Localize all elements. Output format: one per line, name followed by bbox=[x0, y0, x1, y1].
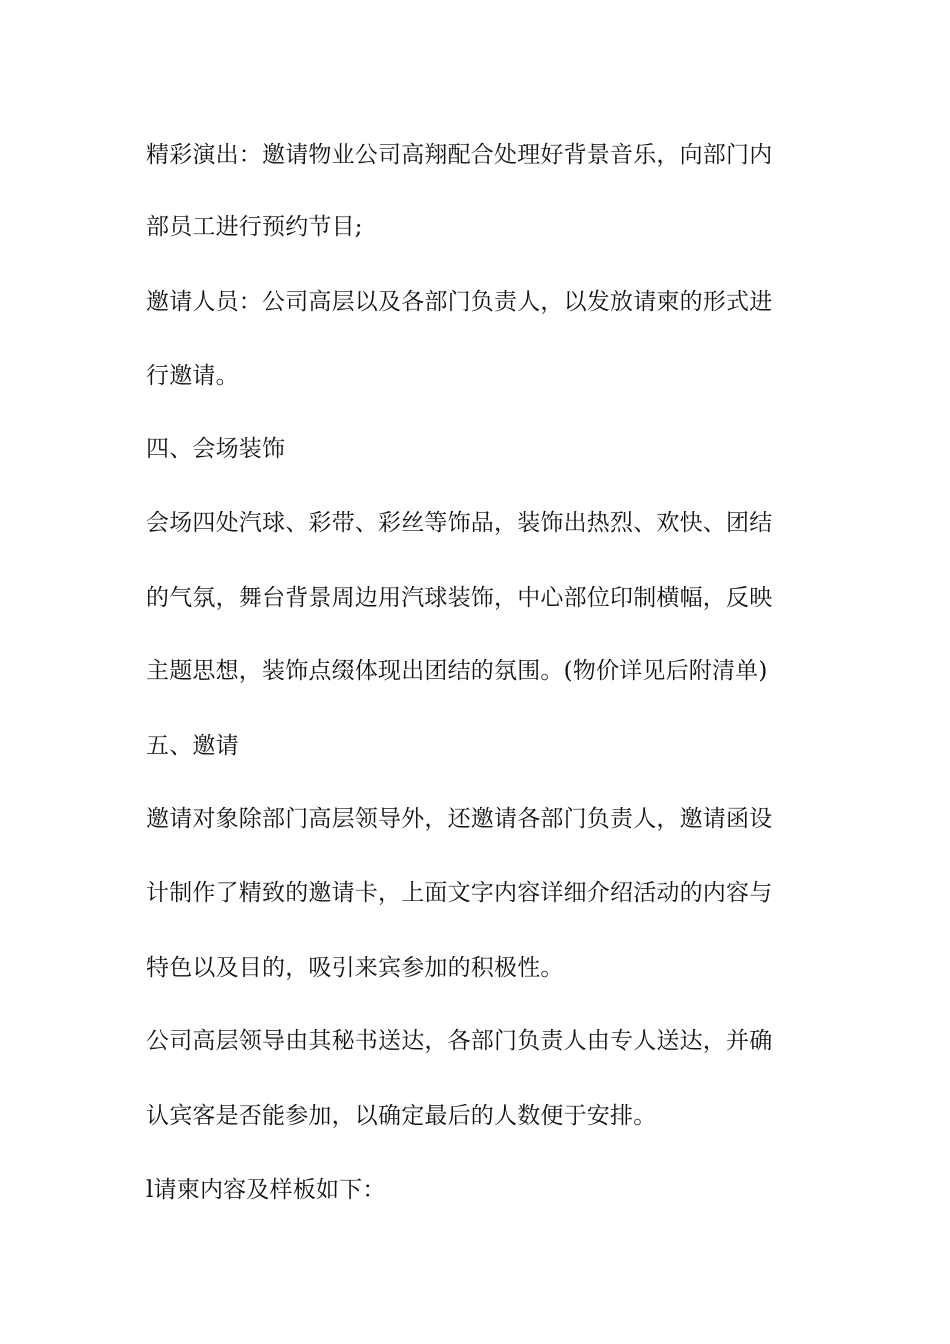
paragraph-decoration-line-1: 会场四处汽球、彩带、彩丝等饰品，装饰出热烈、欢快、团结 bbox=[146, 510, 773, 536]
paragraph-invitation-line-1: 邀请对象除部门高层领导外，还邀请各部门负责人，邀请函设 bbox=[146, 806, 773, 832]
paragraph-invitees-line-2: 行邀请。 bbox=[146, 363, 239, 389]
section-heading-venue-decoration: 四、会场装饰 bbox=[146, 436, 286, 462]
paragraph-performance-line-2: 部员工进行预约节目; bbox=[146, 214, 363, 240]
paragraph-delivery-line-2: 认宾客是否能参加，以确定最后的人数便于安排。 bbox=[146, 1103, 657, 1129]
list-item-invitation-sample: l请柬内容及样板如下： bbox=[146, 1177, 386, 1203]
paragraph-performance-line-1: 精彩演出：邀请物业公司高翔配合处理好背景音乐，向部门内 bbox=[146, 142, 773, 168]
paragraph-invitees-line-1: 邀请人员：公司高层以及各部门负责人，以发放请柬的形式进 bbox=[146, 289, 773, 315]
paragraph-invitation-line-3: 特色以及目的，吸引来宾参加的积极性。 bbox=[146, 955, 564, 981]
section-heading-invitation: 五、邀请 bbox=[146, 733, 239, 759]
paragraph-invitation-line-2: 计制作了精致的邀请卡，上面文字内容详细介绍活动的内容与 bbox=[146, 880, 773, 906]
paragraph-decoration-line-2: 的气氛，舞台背景周边用汽球装饰，中心部位印制横幅，反映 bbox=[146, 585, 773, 611]
paragraph-decoration-line-3: 主题思想，装饰点缀体现出团结的氛围。(物价详见后附清单) bbox=[146, 658, 768, 684]
paragraph-delivery-line-1: 公司高层领导由其秘书送达，各部门负责人由专人送达，并确 bbox=[146, 1028, 773, 1054]
